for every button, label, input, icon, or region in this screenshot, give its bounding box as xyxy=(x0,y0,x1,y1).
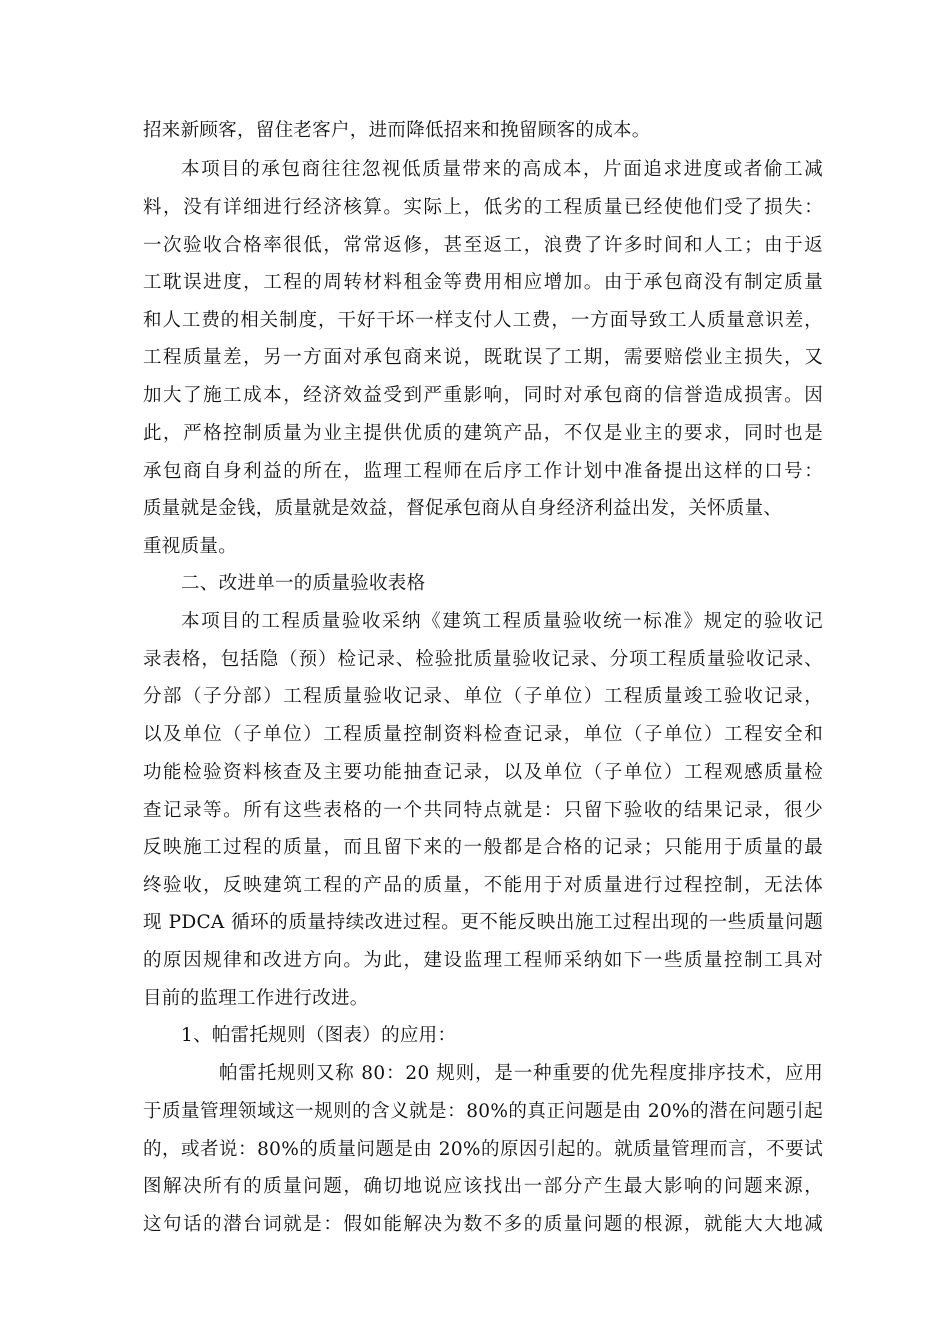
text-line: 终验收，反映建筑工程的产品的质量，不能用于对质量进行过程控制，无法体 xyxy=(143,875,823,896)
text-line: 分部（子分部）工程质量验收记录、单位（子单位）工程质量竣工验收记录， xyxy=(143,686,823,707)
text-line: 反映施工过程的质量，而且留下来的一般都是合格的记录；只能用于质量的最 xyxy=(143,837,823,858)
text-line: 图解决所有的质量问题，确切地说应该找出一部分产生最大影响的问题来源， xyxy=(143,1176,823,1197)
text-line: 料，没有详细进行经济核算。实际上，低劣的工程质量已经使他们受了损失： xyxy=(143,197,823,218)
text-line: 加大了施工成本，经济效益受到严重影响，同时对承包商的信誉造成损害。因 xyxy=(143,385,823,406)
text-line: 质量就是金钱，质量就是效益，督促承包商从自身经济利益出发，关怀质量、 xyxy=(143,498,783,519)
text-line: 招来新顾客，留住老客户，进而降低招来和挽留顾客的成本。 xyxy=(143,120,651,141)
text-line: 重视质量。 xyxy=(143,536,238,557)
text-line: 工程质量差，另一方面对承包商来说，既耽误了工期，需要赔偿业主损失，又 xyxy=(143,347,823,368)
text-line: 的，或者说：80%的质量问题是由 20%的原因引起的。就质量管理而言，不要试 xyxy=(143,1139,823,1160)
text-line: 这句话的潜台词就是：假如能解决为数不多的质量问题的根源，就能大大地减 xyxy=(143,1214,823,1235)
text-line: 于质量管理领域这一规则的含义就是：80%的真正问题是由 20%的潜在问题引起 xyxy=(143,1101,823,1122)
text-line: 一次验收合格率很低，常常返修，甚至返工，浪费了许多时间和人工；由于返 xyxy=(143,235,823,256)
text-line: 此，严格控制质量为业主提供优质的建筑产品，不仅是业主的要求，同时也是 xyxy=(143,423,823,444)
text-line: 本项目的承包商往往忽视低质量带来的高成本，片面追求进度或者偷工减 xyxy=(181,159,823,180)
text-line: 的原因规律和改进方向。为此，建设监理工程师采纳如下一些质量控制工具对 xyxy=(143,950,823,971)
text-line: 现 PDCA 循环的质量持续改进过程。更不能反映出施工过程出现的一些质量问题 xyxy=(143,912,823,933)
text-line: 目前的监理工作进行改进。 xyxy=(143,988,369,1009)
text-line: 查记录等。所有这些表格的一个共同特点就是：只留下验收的结果记录，很少 xyxy=(143,800,823,821)
section-heading: 二、改进单一的质量验收表格 xyxy=(181,573,426,594)
text-line: 本项目的工程质量验收采纳《建筑工程质量验收统一标准》规定的验收记 xyxy=(181,611,823,632)
text-line: 和人工费的相关制度，干好干坏一样支付人工费，一方面导致工人质量意识差， xyxy=(143,310,823,331)
text-line: 功能检验资料核查及主要功能抽查记录，以及单位（子单位）工程观感质量检 xyxy=(143,762,823,783)
text-line: 承包商自身利益的所在，监理工程师在后序工作计划中准备提出这样的口号： xyxy=(143,461,823,482)
text-line: 以及单位（子单位）工程质量控制资料检查记录，单位（子单位）工程安全和 xyxy=(143,724,823,745)
subsection-heading: 1、帕雷托规则（图表）的应用： xyxy=(181,1025,457,1046)
text-line: 帕雷托规则又称 80：20 规则，是一种重要的优先程度排序技术，应用 xyxy=(219,1063,823,1084)
text-line: 录表格，包括隐（预）检记录、检验批质量验收记录、分项工程质量验收记录、 xyxy=(143,649,823,670)
text-line: 工耽误进度，工程的周转材料租金等费用相应增加。由于承包商没有制定质量 xyxy=(143,272,823,293)
